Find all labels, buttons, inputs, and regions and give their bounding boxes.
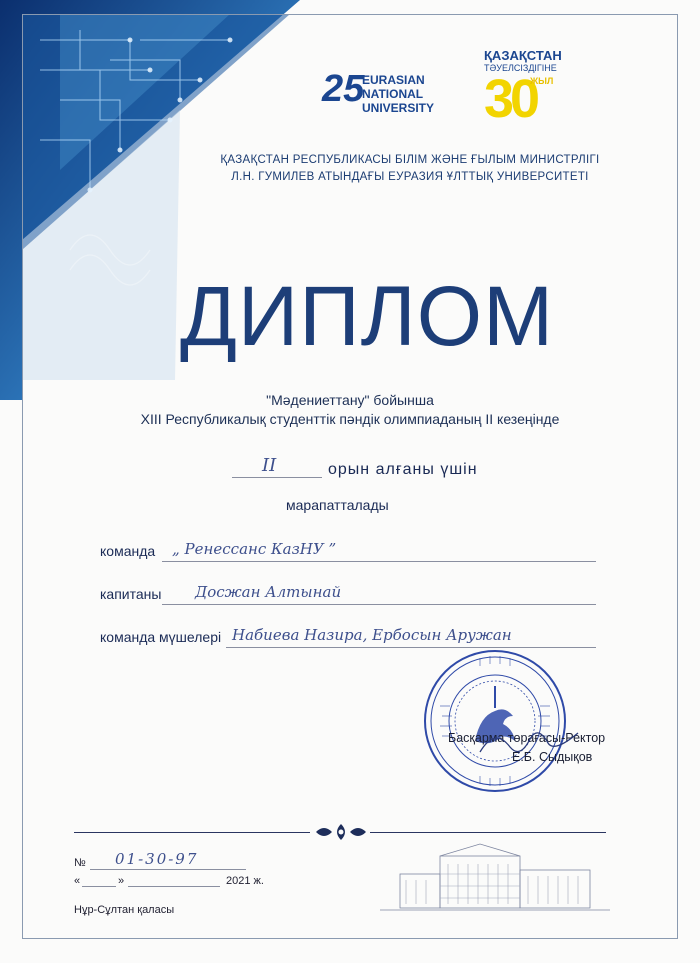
day-underline — [82, 886, 116, 887]
signature-name: Е.Б. Сыдықов — [512, 750, 593, 764]
city-text: Нұр-Сұлтан қаласы — [74, 904, 175, 916]
team-value: „ Ренессанс КазНУ ” — [172, 540, 337, 558]
university-building-image — [380, 840, 610, 920]
date-close-quote: » — [118, 875, 125, 887]
number-value: 01-30-97 — [115, 850, 199, 868]
date-open-quote: « — [74, 875, 81, 887]
place-underline — [232, 477, 322, 478]
signature-scribble — [470, 722, 593, 764]
captain-label: капитаны — [100, 586, 162, 602]
university-line: Л.Н. ГУМИЛЕВ АТЫНДАҒЫ ЕУРАЗИЯ ҰЛТТЫҚ УНИВЕРСИТЕТІ — [231, 171, 589, 183]
ministry-line: ҚАЗАҚСТАН РЕСПУБЛИКАСЫ БІЛІМ ЖӘНЕ ҒЫЛЫМ МИНИСТРЛІГІ — [220, 154, 600, 166]
olympiad-line: XIII Республикалық студенттік пәндік олимпиаданың II кезеңінде — [140, 411, 560, 427]
team-label: команда — [100, 543, 156, 559]
enu-25-mark: 25 — [322, 68, 365, 110]
number-label: № — [74, 857, 86, 869]
members-value: Набиева Назира, Ербосын Аружан — [232, 626, 512, 644]
divider-right — [370, 832, 606, 833]
enu-line-2: NATIONAL — [362, 87, 424, 101]
awarded-text: марапатталады — [286, 497, 389, 513]
enu-line-3: UNIVERSITY — [362, 101, 435, 115]
team-underline — [162, 561, 596, 562]
university-stamp — [420, 646, 570, 796]
number-underline — [90, 869, 246, 870]
enu-line-1: EURASIAN — [362, 73, 425, 87]
place-text: орын алғаны үшін — [328, 461, 478, 478]
ornament-icon — [312, 822, 370, 842]
kz30-zhyl: ЖЫЛ — [530, 76, 554, 86]
kz30-number: 30 — [484, 69, 537, 129]
subject-line: "Мәдениеттану" бойынша — [266, 392, 434, 408]
place-value: II — [262, 455, 277, 476]
year-text: 2021 ж. — [226, 875, 264, 887]
signature-role: Басқарма төрағасы-Ректор — [448, 731, 606, 745]
month-underline — [128, 886, 220, 887]
kz30-logo — [484, 48, 564, 138]
divider-left — [74, 832, 310, 833]
captain-value: Досжан Алтынай — [195, 583, 342, 601]
captain-underline — [162, 604, 596, 605]
kz30-subtitle: ТӘУЕЛСІЗДІГІНЕ — [484, 63, 557, 73]
kz30-title: ҚАЗАҚСТАН — [484, 48, 562, 63]
enu-logo — [322, 62, 452, 122]
diploma-title: ДИПЛОМ — [180, 269, 555, 363]
members-label: команда мүшелері — [100, 629, 222, 645]
